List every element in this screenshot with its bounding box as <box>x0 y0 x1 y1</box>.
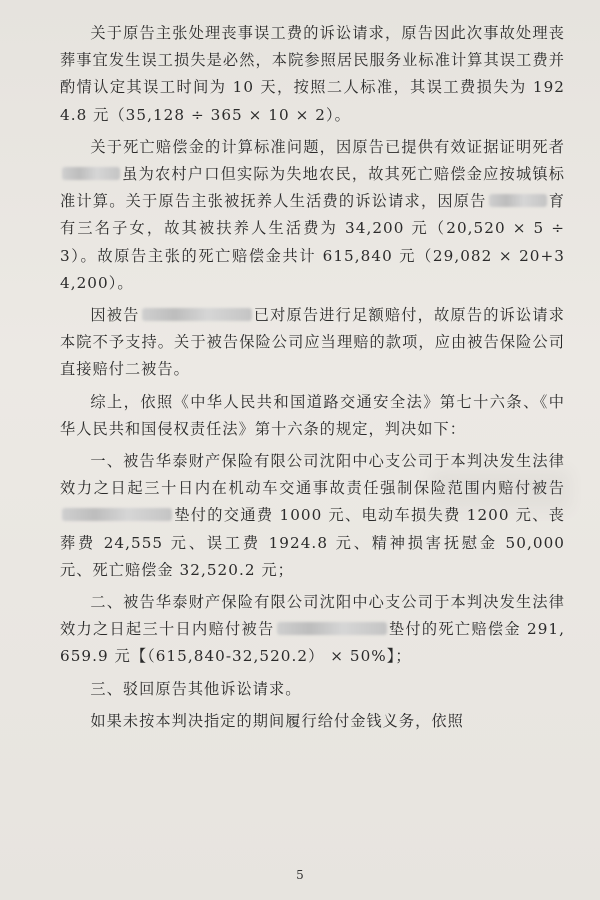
paragraph-defendant-paid <box>60 302 565 384</box>
paragraph-ruling-one <box>60 448 565 584</box>
redacted-name <box>142 308 252 321</box>
redacted-name <box>277 622 387 635</box>
redacted-name <box>62 167 120 180</box>
lost-wages-text: 关于原告主张处理丧事误工费的诉讼请求，原告因此次事故处理丧葬事宜发生误工损失是必然，本院参照居民服务业标准计算其误工费并酌情认定其误工时间为 10 天，按照二人标准，其误工费损失为 1924.8 元（35,128 ÷ 365 × 10 × 2）。 <box>60 24 565 124</box>
death-compensation-text-3: 育有三名子女，故其被扶养人生活费为 34,200 元（20,520 × 5 ÷ 3）。故原告主张的死亡赔偿金共计 615,840 元（29,082 × 20+34,200）。 <box>60 192 565 292</box>
ruling-one-text-1: 一、被告华泰财产保险有限公司沈阳中心支公司于本判决发生法律效力之日起三十日内在机动车交通事故责任强制保险范围内赔付被告 <box>60 452 565 498</box>
judgment-text <box>60 20 565 740</box>
ruling-one-text-2: 垫付的交通费 1000 元、电动车损失费 1200 元、丧葬费 24,555 元、误工费 1924.8 元、精神损害抚慰金 50,000 元、死亡赔偿金 32,520.2 元； <box>60 506 565 579</box>
death-compensation-text-1: 关于死亡赔偿金的计算标准问题，因原告已提供有效证据证明死者 <box>90 137 565 156</box>
redacted-name <box>489 194 547 207</box>
legal-basis-text: 综上，依照《中华人民共和国道路交通安全法》第七十六条、《中华人民共和国侵权责任法》第十六条的规定，判决如下： <box>60 392 565 438</box>
ruling-two-text-2: 垫付的死亡赔偿金 291,659.9 元【（615,840-32,520.2） × 50%】； <box>60 620 565 666</box>
paragraph-closing <box>60 708 565 735</box>
redacted-name <box>62 508 172 521</box>
closing-text: 如果未按本判决指定的期间履行给付金钱义务，依照 <box>90 711 464 730</box>
page-number: 5 <box>296 868 304 882</box>
death-compensation-text-2: 虽为农村户口但实际为失地农民，故其死亡赔偿金应按城镇标准计算。关于原告主张被抚养人生活费的诉讼请求，因原告 <box>60 165 565 211</box>
paragraph-death-compensation <box>60 134 565 297</box>
paragraph-lost-wages <box>60 20 565 129</box>
paragraph-ruling-three <box>60 676 565 703</box>
ruling-two-text-1: 二、被告华泰财产保险有限公司沈阳中心支公司于本判决发生法律效力之日起三十日内赔付被告 <box>60 593 565 639</box>
paragraph-legal-basis <box>60 389 565 443</box>
paragraph-ruling-two <box>60 589 565 671</box>
defendant-paid-text-2: 已对原告进行足额赔付，故原告的诉讼请求本院不予支持。关于被告保险公司应当理赔的款项，应由被告保险公司直接赔付二被告。 <box>60 306 566 379</box>
ruling-three-text: 三、驳回原告其他诉讼请求。 <box>90 679 302 698</box>
defendant-paid-text-1: 因被告 <box>90 306 140 325</box>
